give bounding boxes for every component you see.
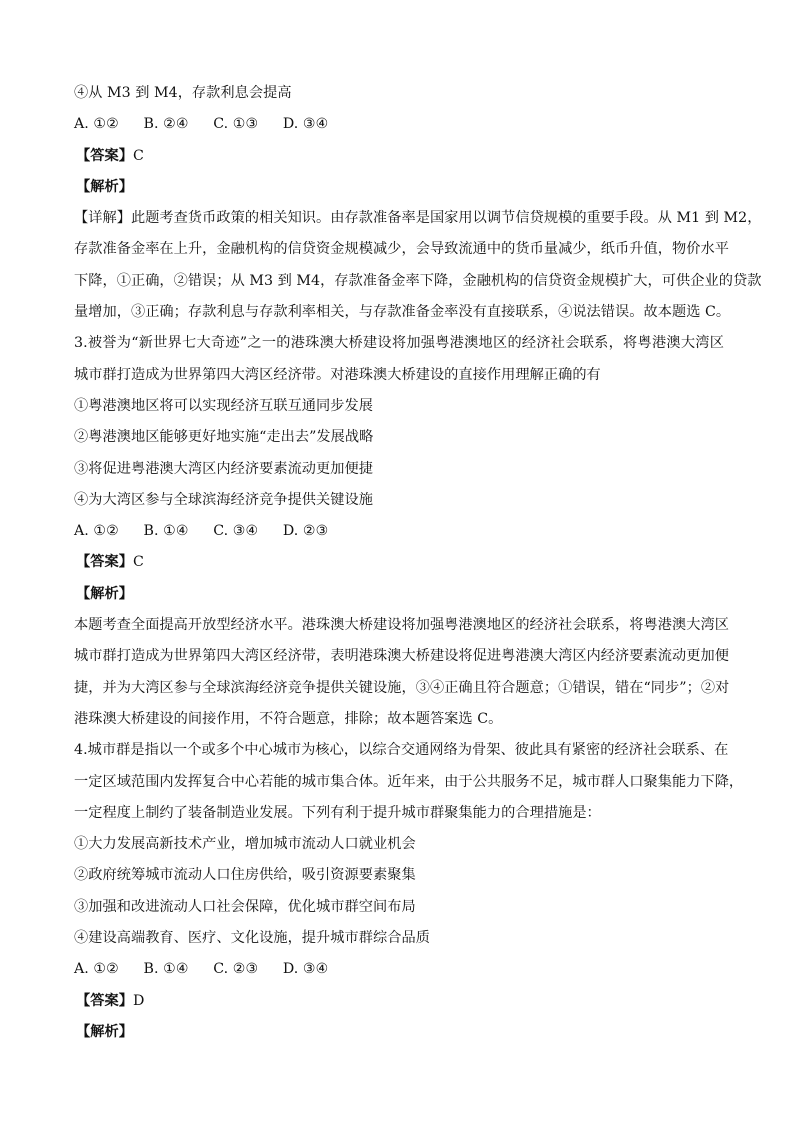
q3-statement-1: ①粤港澳地区将可以实现经济互联互通同步发展	[74, 397, 373, 414]
q4-answer-line	[74, 986, 724, 1017]
answer-line	[74, 141, 724, 172]
q3-answer-line	[74, 547, 724, 578]
q3-stem-line-1: 3.被誉为“新世界七大奇迹”之一的港珠澳大桥建设将加强粤港澳地区的经济社会联系，将粤港澳大湾区	[74, 335, 724, 352]
option-a: A. ①②	[74, 116, 119, 133]
q3-analysis-line-4: 港珠澳大桥建设的间接作用，不符合题意，排除；故本题答案选 C。	[74, 710, 503, 727]
q3-option-d: D. ②③	[282, 523, 329, 540]
detail-line-1: 【详解】此题考查货币政策的相关知识。由存款准备率是国家用以调节信贷规模的重要手段。从 M1 到 M2，	[74, 210, 762, 227]
q4-answer-label: 【答案】	[76, 992, 133, 1009]
option-c: C. ①③	[213, 116, 259, 133]
answer-options	[74, 109, 724, 140]
document-page	[74, 78, 762, 1048]
q3-analysis-line-1: 本题考查全面提高开放型经济水平。港珠澳大桥建设将加强粤港澳地区的经济社会联系，将粤港澳大湾区	[74, 617, 729, 634]
q3-statement-2: ②粤港澳地区能够更好地实施“走出去”发展战略	[74, 429, 374, 446]
q4-statement-1: ①大力发展高新技术产业，增加城市流动人口就业机会	[74, 836, 416, 853]
q3-analysis-line-2: 城市群打造成为世界第四大湾区经济带，表明港珠澳大桥建设将促进粤港澳大湾区内经济要素流动更加便	[74, 648, 729, 665]
q3-stem-line-2: 城市群打造成为世界第四大湾区经济带。对港珠澳大桥建设的直接作用理解正确的有	[74, 366, 601, 383]
q4-answer-value: D	[132, 992, 145, 1009]
q3-statement-3: ③将促进粤港澳大湾区内经济要素流动更加便捷	[74, 460, 373, 477]
analysis-heading	[74, 172, 724, 203]
detail-line-2: 存款准备金率在上升，金融机构的信贷资金规模减少，会导致流通中的货币量减少，纸币升值，物价水平	[74, 241, 729, 258]
q4-statement-2: ②政府统筹城市流动人口住房供给，吸引资源要素聚集	[74, 867, 416, 884]
answer-value: C	[132, 147, 144, 164]
q3-answer-value: C	[132, 554, 144, 571]
q4-stem-line-1: 4.城市群是指以一个或多个中心城市为核心，以综合交通网络为骨架、彼此具有紧密的经济社会联系、在	[74, 742, 729, 759]
answer-label: 【答案】	[76, 147, 133, 164]
analysis-label: 【解析】	[76, 178, 133, 195]
option-d: D. ③④	[282, 116, 329, 133]
q4-option-a: A. ①②	[74, 961, 119, 978]
q4-option-c: C. ②③	[213, 961, 259, 978]
q3-option-b: B. ①④	[143, 523, 189, 540]
q3-analysis-heading	[74, 579, 724, 610]
q4-statement-4: ④建设高端教育、医疗、文化设施，提升城市群综合品质	[74, 930, 430, 947]
q4-option-d: D. ③④	[282, 961, 329, 978]
q4-analysis-heading	[74, 1017, 724, 1048]
q4-analysis-label: 【解析】	[76, 1023, 133, 1040]
q3-option-c: C. ③④	[213, 523, 259, 540]
q4-stem-line-3: 一定程度上制约了装备制造业发展。下列有利于提升城市群聚集能力的合理措施是：	[74, 804, 601, 821]
q4-statement-3: ③加强和改进流动人口社会保障，优化城市群空间布局	[74, 898, 416, 915]
q3-answer-options	[74, 516, 724, 547]
detail-line-4: 量增加，③正确；存款利息与存款利率相关，与存款准备金率没有直接联系，④说法错误。故本题选 C。	[74, 304, 731, 321]
q4-stem-line-2: 一定区域范围内发挥复合中心若能的城市集合体。近年来，由于公共服务不足，城市群人口聚集能力下降，	[74, 773, 744, 790]
option-b: B. ②④	[143, 116, 189, 133]
q3-answer-label: 【答案】	[76, 554, 133, 571]
q3-analysis-line-3: 捷，并为大湾区参与全球滨海经济竞争提供关键设施，③④正确且符合题意；①错误，错在“同步”；②对	[74, 679, 730, 696]
q3-statement-4: ④为大湾区参与全球滨海经济竞争提供关键设施	[74, 491, 373, 508]
q3-option-a: A. ①②	[74, 523, 119, 540]
statement-4: ④从 M3 到 M4，存款利息会提高	[74, 85, 292, 101]
q4-option-b: B. ①④	[143, 961, 189, 978]
detail-line-3: 下降，①正确，②错误；从 M3 到 M4，存款准备金率下降，金融机构的信贷资金规模扩大，可供企业的贷款	[74, 272, 762, 289]
q3-analysis-label: 【解析】	[76, 585, 133, 602]
q4-answer-options	[74, 954, 724, 985]
